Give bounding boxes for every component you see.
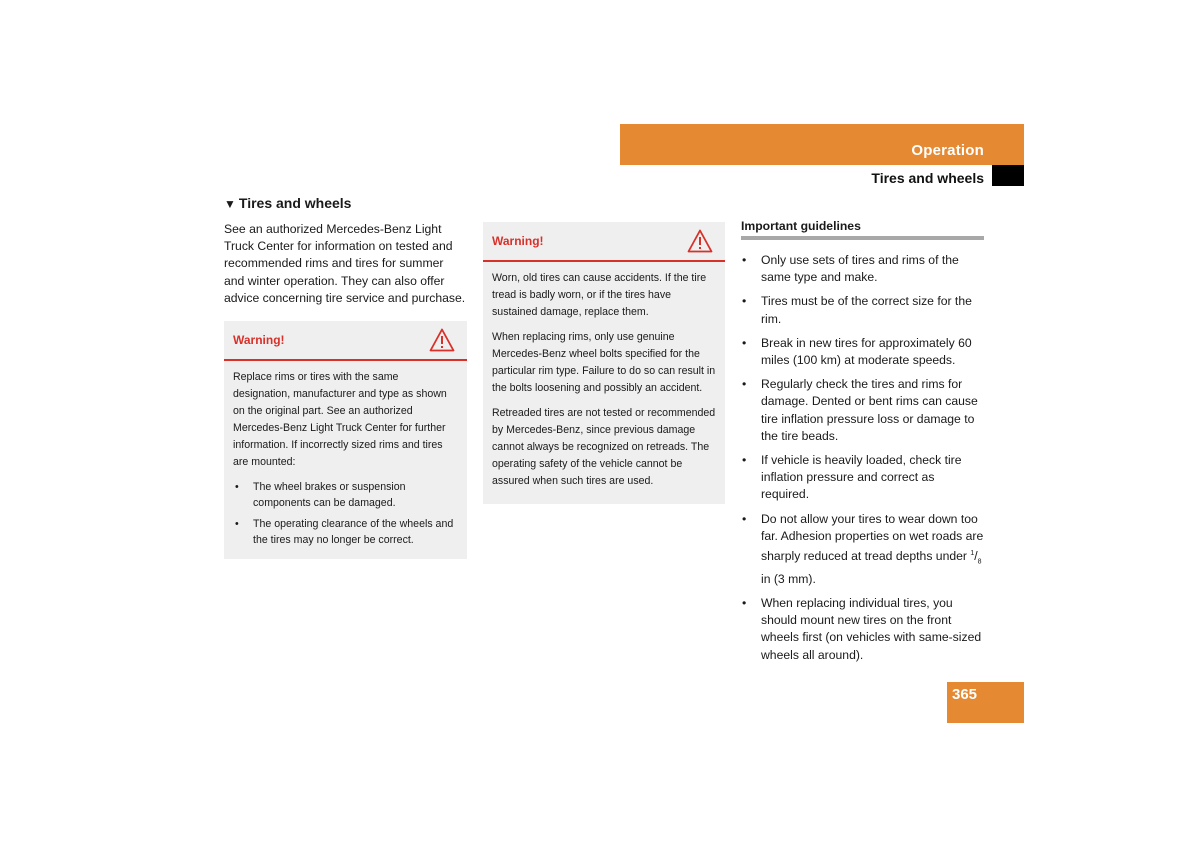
page-number: 365 [952, 686, 978, 703]
subsection-title: Tires and wheels [871, 170, 984, 186]
warning-paragraph: When replacing rims, only use genuine Mercedes-Benz wheel bolts specified for the particular rim type. Failure to do so can result in the bolts loosening and possibly an accident. [492, 331, 716, 394]
left-column [224, 194, 467, 559]
warning-header [224, 321, 467, 361]
list-item: • When replacing individual tires, you should mount new tires on the front wheels first (on vehicles with same-sized wheels all around). [741, 595, 984, 664]
list-item: • If vehicle is heavily loaded, check tire inflation pressure and correct as required. [741, 452, 984, 504]
section-marker-tab [992, 165, 1024, 186]
warning-title: Warning! [233, 333, 285, 348]
triangle-down-icon: ▼ [224, 197, 236, 211]
warning-header [483, 222, 725, 262]
warning-body [483, 262, 725, 490]
warning-title: Warning! [492, 234, 544, 248]
list-item: • Break in new tires for approximately 60 miles (100 km) at moderate speeds. [741, 335, 984, 369]
list-item-tread-depth: • Do not allow your tires to wear down too far. Adhesion properties on wet roads are sharply reduced at tread depths under $^1/_8$ in (3 mm). [741, 511, 984, 588]
warning-triangle-icon [687, 229, 713, 253]
warning-bullet-list [233, 479, 458, 548]
section-title: Operation [911, 142, 984, 159]
warning-body [224, 361, 467, 548]
middle-column [483, 222, 725, 504]
list-item: • The operating clearance of the wheels and the tires may no longer be correct. [233, 516, 458, 548]
list-item: • Only use sets of tires and rims of the same type and make. [741, 252, 984, 286]
list-item: • Tires must be of the correct size for the rim. [741, 293, 984, 327]
guidelines-list [741, 252, 984, 664]
right-column [741, 219, 984, 671]
fraction: $^1/_8$ [970, 549, 982, 566]
warning-box-worn-tires [483, 222, 725, 504]
warning-box-rims [224, 321, 467, 559]
important-guidelines-heading: Important guidelines [741, 219, 984, 240]
warning-paragraph: Retreaded tires are not tested or recommended by Mercedes-Benz, since previous damage cannot always be recognized on retreads. The operating safety of the vehicle cannot be assured when such tires are used. [492, 407, 716, 487]
warning-triangle-icon [429, 328, 455, 352]
list-item: • Regularly check the tires and rims for damage. Dented or bent rims can cause tire inflation pressure loss or damage to the tire beads. [741, 376, 984, 445]
intro-paragraph: See an authorized Mercedes-Benz Light Truck Center for information on tested and recommended rims and tires for summer and winter operation. They can also offer advice concerning tire service and purchase. [224, 222, 466, 305]
list-item: • The wheel brakes or suspension components can be damaged. [233, 479, 458, 511]
warning-text: Replace rims or tires with the same designation, manufacturer and type as shown on the original part. See an authorized Mercedes-Benz Light Truck Center for further information. If incorrectly sized rims and tires are mounted: [233, 371, 447, 469]
warning-paragraph: Worn, old tires can cause accidents. If the tire tread is badly worn, or if the tires have sustained damage, replace them. [492, 272, 707, 318]
tires-wheels-heading: ▼ Tires and wheels [224, 195, 352, 211]
